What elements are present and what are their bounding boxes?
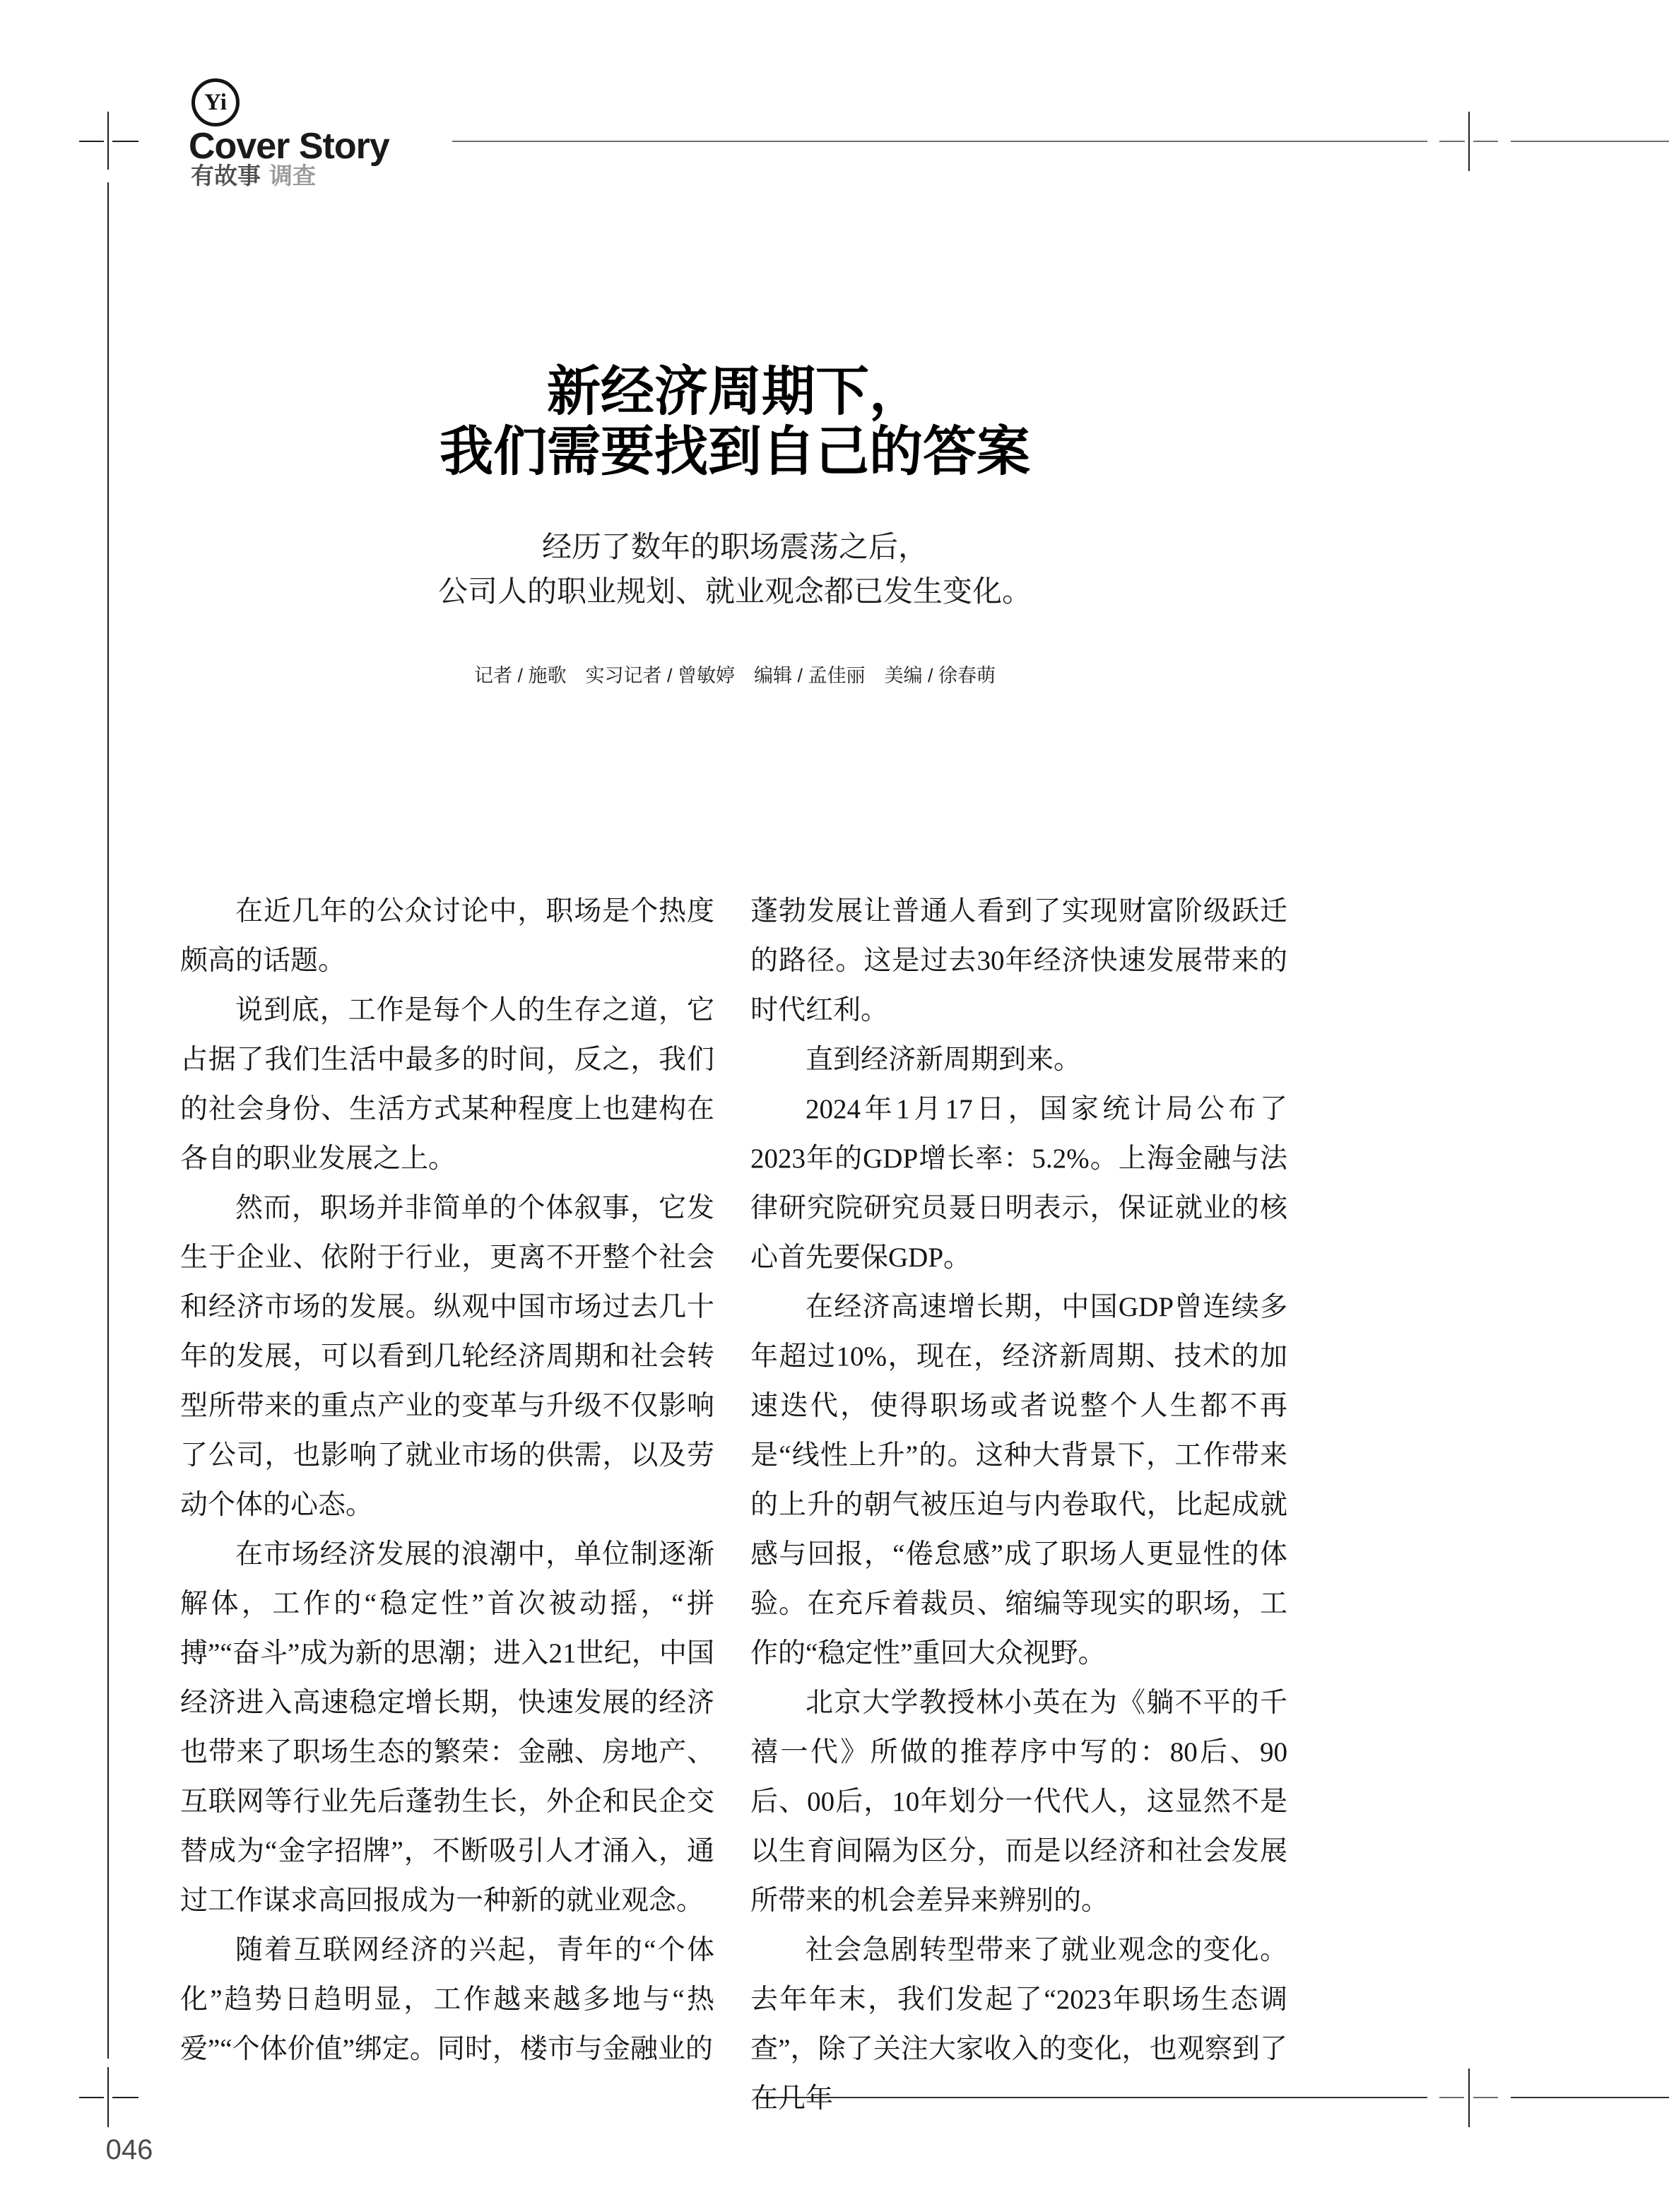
crop-mark-bottom-left-horizontal-b [112, 2097, 138, 2098]
section-title-cn-primary: 有故事 [191, 163, 261, 189]
body-paragraph: 然而，职场并非简单的个体叙事，它发生于企业、依附于行业，更离不开整个社会和经济市场的发展。纵观中国市场过去几十年的发展，可以看到几轮经济周期和社会转型所带来的重点产业的变革与升级不仅影响了公司，也影响了就业市场的供需，以及劳动个体的心态。 [180, 1193, 714, 1520]
article-byline: 记者 / 施歌 实习记者 / 曾敏婷 编辑 / 孟佳丽 美编 / 徐春萌 [473, 665, 996, 686]
section-title-cn-secondary: 调查 [269, 163, 316, 189]
body-paragraph: 社会急剧转型带来了就业观念的变化。去年年末，我们发起了“2023年职场生态调查”，除了关注大家收入的变化，也观察到了在几年 [750, 1935, 1287, 2114]
crop-mark-top-left-horizontal-b [112, 141, 138, 142]
top-rule [452, 141, 1427, 142]
body-paragraph: 北京大学教授林小英在为《躺不平的千禧一代》所做的推荐序中写的：80后、90后、00后，10年划分一代代人，这显然不是以生育间隔为区分，而是以经济和社会发展所带来的机会差异来辨别的。 [750, 1688, 1287, 1916]
body-paragraph: 在近几年的公众讨论中，职场是个热度颇高的话题。 [180, 896, 714, 976]
crop-mark-bottom-left-horizontal-a [79, 2097, 104, 2098]
article-dek-line1: 经历了数年的职场震荡之后， [541, 530, 928, 563]
article-title-line2: 我们需要找到自己的答案 [440, 422, 1030, 483]
body-paragraph: 在经济高速增长期，中国GDP曾连续多年超过10%，现在，经济新周期、技术的加速迭代，使得职场或者说整个人生都不再是“线性上升”的。这种大背景下，工作带来的上升的朝气被压迫与内卷取代，比起成就感与回报，“倦怠感”成了职场人更显性的体验。在充斥着裁员、缩编等现实的职场，工作的“稳定性”重回大众视野。 [750, 1292, 1287, 1669]
crop-mark-top-left-vertical [107, 112, 109, 170]
crop-mark-bottom-right-vertical [1468, 2069, 1470, 2127]
body-paragraph: 随着互联网经济的兴起，青年的“个体化”趋势日趋明显，工作越来越多地与“热爱”“个体价值”绑定。同时，楼市与金融业的 [180, 1935, 714, 2064]
article-dek [180, 524, 1290, 613]
section-title-english: Cover Story [189, 126, 389, 167]
yi-magazine-logo-icon [191, 78, 240, 127]
crop-mark-bottom-left-vertical [107, 2067, 109, 2127]
body-paragraph: 直到经济新周期到来。 [806, 1045, 1082, 1075]
body-column-left [180, 887, 714, 2074]
section-title-chinese [191, 164, 316, 187]
top-rule-right [1511, 141, 1669, 142]
top-rule-dash-b [1473, 141, 1498, 142]
logo-text: Yi [204, 89, 227, 115]
bottom-rule-dash-a [1439, 2097, 1464, 2098]
crop-mark-top-right-vertical [1468, 112, 1470, 171]
page-number: 046 [105, 2134, 153, 2165]
crop-mark-top-left-horizontal-a [79, 141, 104, 142]
bottom-rule-right [1511, 2097, 1669, 2098]
article-title [180, 362, 1290, 482]
body-paragraph: 在市场经济发展的浪潮中，单位制逐渐解体，工作的“稳定性”首次被动摇，“拼搏”“奋斗”成为新的思潮；进入21世纪，中国经济进入高速稳定增长期，快速发展的经济也带来了职场生态的繁荣：金融、房地产、互联网等行业先后蓬勃生长，外企和民企交替成为“金字招牌”，不断吸引人才涌入，通过工作谋求高回报成为一种新的就业观念。 [180, 1539, 714, 1916]
article-dek-line2: 公司人的职业规划、就业观念都已发生变化。 [437, 575, 1032, 608]
body-paragraph: 2024年1月17日，国家统计局公布了2023年的GDP增长率：5.2%。上海金融与法律研究院研究员聂日明表示，保证就业的核心首先要保GDP。 [750, 1094, 1287, 1273]
body-paragraph: 说到底，工作是每个人的生存之道，它占据了我们生活中最多的时间，反之，我们的社会身份、生活方式某种程度上也建构在各自的职业发展之上。 [180, 995, 714, 1174]
body-column-right [750, 887, 1287, 2124]
bottom-rule-dash-b [1473, 2097, 1498, 2098]
body-paragraph-continuation: 蓬勃发展让普通人看到了实现财富阶级跃迁的路径。这是过去30年经济快速发展带来的时代红利。 [750, 896, 1287, 1025]
top-rule-dash-a [1439, 141, 1465, 142]
article-title-line1: 新经济周期下， [547, 362, 923, 422]
crop-mark-left-long-vertical [107, 182, 109, 2059]
